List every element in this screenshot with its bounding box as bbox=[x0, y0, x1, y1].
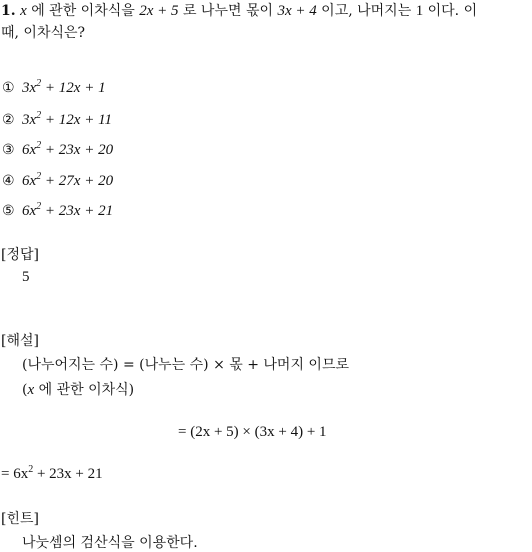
explanation-line-2: (x 에 관한 이차식) bbox=[22, 382, 135, 398]
choice-expression: $3x^2 + 12x + 1$ bbox=[22, 77, 106, 96]
choice-number: ② bbox=[2, 112, 15, 128]
question-text-a: 에 관한 이차식을 bbox=[26, 3, 140, 19]
question-line-2: 때, 이차식은? bbox=[1, 25, 86, 41]
hint-text: 나눗셈의 검산식을 이용한다. bbox=[22, 535, 198, 551]
choice-expression: $6x^2 + 23x + 21$ bbox=[22, 200, 114, 219]
choice-expression: $3x^2 + 12x + 11$ bbox=[22, 109, 112, 128]
question-quotient: 3x + 4 bbox=[277, 3, 317, 19]
choice-number: ① bbox=[2, 80, 15, 96]
choice-2[interactable] bbox=[2, 110, 112, 130]
question-text-d: 이다. 이 bbox=[423, 3, 478, 19]
choice-1[interactable] bbox=[2, 78, 106, 98]
choice-number: ③ bbox=[2, 142, 15, 158]
question-remainder: 1 bbox=[415, 3, 424, 19]
choice-expression: $6x^2 + 23x + 20$ bbox=[22, 139, 114, 158]
choice-number: ④ bbox=[2, 173, 15, 189]
choice-number: ⑤ bbox=[2, 203, 15, 219]
explanation-result: = $6x^2 + 23x + 21$ bbox=[1, 464, 103, 482]
question-text-c: 이고, 나머지는 bbox=[316, 3, 416, 19]
question-text-b: 로 나누면 몫이 bbox=[178, 3, 278, 19]
explanation-label: [해설] bbox=[1, 333, 39, 349]
explanation-line-1: (나누어지는 수) = (나누는 수) × 몫 + 나머지 이므로 bbox=[22, 357, 349, 373]
question-line-1 bbox=[1, 0, 477, 22]
choice-5[interactable] bbox=[2, 201, 113, 221]
choice-4[interactable] bbox=[2, 171, 113, 191]
question-var: x bbox=[20, 3, 27, 19]
question-divisor: 2x + 5 bbox=[139, 3, 179, 19]
explanation-equation: = (2x + 5) × (3x + 4) + 1 bbox=[178, 424, 327, 440]
choice-expression: $6x^2 + 27x + 20$ bbox=[22, 170, 114, 189]
answer-label: [정답] bbox=[1, 247, 39, 263]
hint-label: [힌트] bbox=[1, 511, 39, 527]
choice-3[interactable] bbox=[2, 140, 113, 160]
answer-value: 5 bbox=[22, 269, 30, 285]
question-number: 1. bbox=[1, 3, 16, 19]
